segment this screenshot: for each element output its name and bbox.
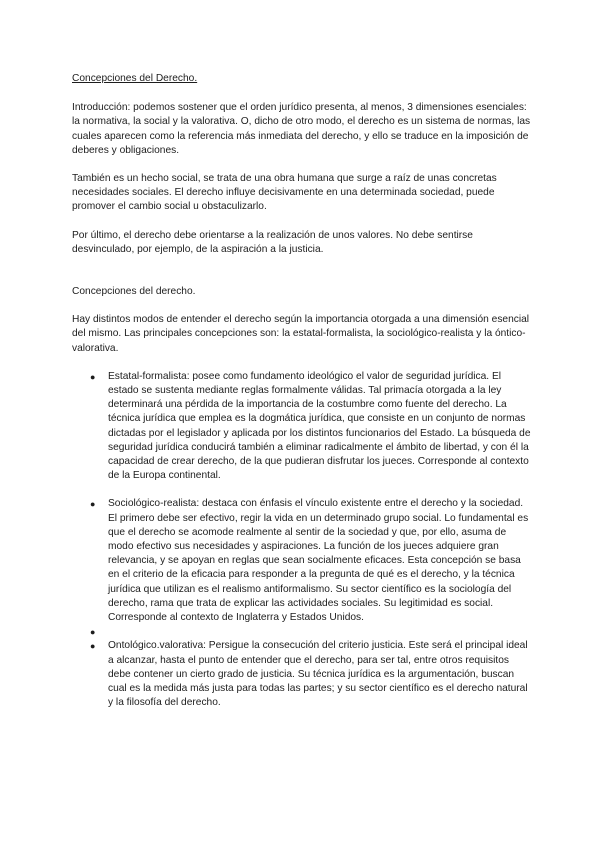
list-item-text: Ontológico.valorativa: Persigue la consecución del criterio justicia. Este será el principal ideal a alcanzar, hasta el punto de entender que el derecho, para ser tal, entre otros requisitos debe contener un cierto grado de justicia. Su técnica jurídica es la argumentación, buscan cual es la medida más justa para todas las partes; y su sector científico es el derecho natural y la filosofía del derecho. [108,640,528,709]
document-title: Concepciones del Derecho. [72,73,198,84]
bullet-icon: ● [90,627,96,638]
list-item-text: Sociológico-realista: destaca con énfasis el vínculo existente entre el derecho y la sociedad. El primero debe ser efectivo, regir la vida en un determinado grupo social. Lo fundamental es que el derecho se acomode realmente al sentir de la sociedad y que, por ello, asuma de modo efectivo sus necesidades y aspiraciones. La función de los jueces adquiere gran relevancia, y se apoyan en reglas que sean socialmente eficaces. Esta concepción se basa en el criterio de la eficacia para responder a la pregunta de qué es el derecho, y la técnica jurídica que utilizan es el realismo antiformalismo. Su sector científico es la sociología del derecho, rama que trata de explicar las actividades sociales. Su legitimidad es social. Corresponde al contexto de Inglaterra y Estados Unidos. [108,498,529,624]
list-item-ontologico-valorativa [90,639,534,710]
blank-line [72,271,534,285]
concepts-list [72,370,534,711]
list-item-text: Estatal-formalista: posee como fundamento ideológico el valor de seguridad jurídica. El estado se sustenta mediante reglas formalmente válidas. Tal primacía otorgada a la ley determinará una pérdida de la importancia de la costumbre como fuente del derecho. La técnica jurídica que emplea es la dogmática jurídica, que consiste en un conjunto de normas dictadas por el legislador y aplicada por los distintos funcionarios del Estado. La búsqueda de seguridad jurídica conducirá también a eliminar radicalmente el ámbito de libertad, y con él la capacidad de crear derecho, de la que pudieran disfrutar los jueces. Corresponde al contexto de la Europa continental. [108,370,531,482]
document-body [72,72,534,711]
list-item-empty [90,625,534,639]
section-intro-paragraph: Hay distintos modos de entender el derecho según la importancia otorgada a una dimensión esencial del mismo. Las principales concepciones son: la estatal-formalista, la sociológico-realista y la óntico-valorativa. [72,314,530,354]
intro-paragraph-2: También es un hecho social, se trata de una obra humana que surge a raíz de unas concretas necesidades sociales. El derecho influye decisivamente en una determinada sociedad, puede promover el cambio social u obstaculizarlo. [72,173,497,213]
bullet-icon: ● [90,499,96,510]
section-heading: Concepciones del derecho. [72,286,196,298]
intro-paragraph-1: Introducción: podemos sostener que el orden jurídico presenta, al menos, 3 dimensiones esenciales: la normativa, la social y la valorativa. O, dicho de otro modo, el derecho es un sistema de normas, las cuales aparecen como la referencia más inmediata del derecho, y ello se traduce en la imposición de deberes y obligaciones. [72,102,531,156]
bullet-icon: ● [90,371,96,382]
bullet-icon: ● [90,641,96,652]
list-item-sociologico-realista [90,497,534,625]
list-item-estatal-formalista [90,370,534,484]
intro-paragraph-3: Por último, el derecho debe orientarse a la realización de unos valores. No debe sentirse desvinculado, por ejemplo, de la aspiración a la justicia. [72,229,473,255]
